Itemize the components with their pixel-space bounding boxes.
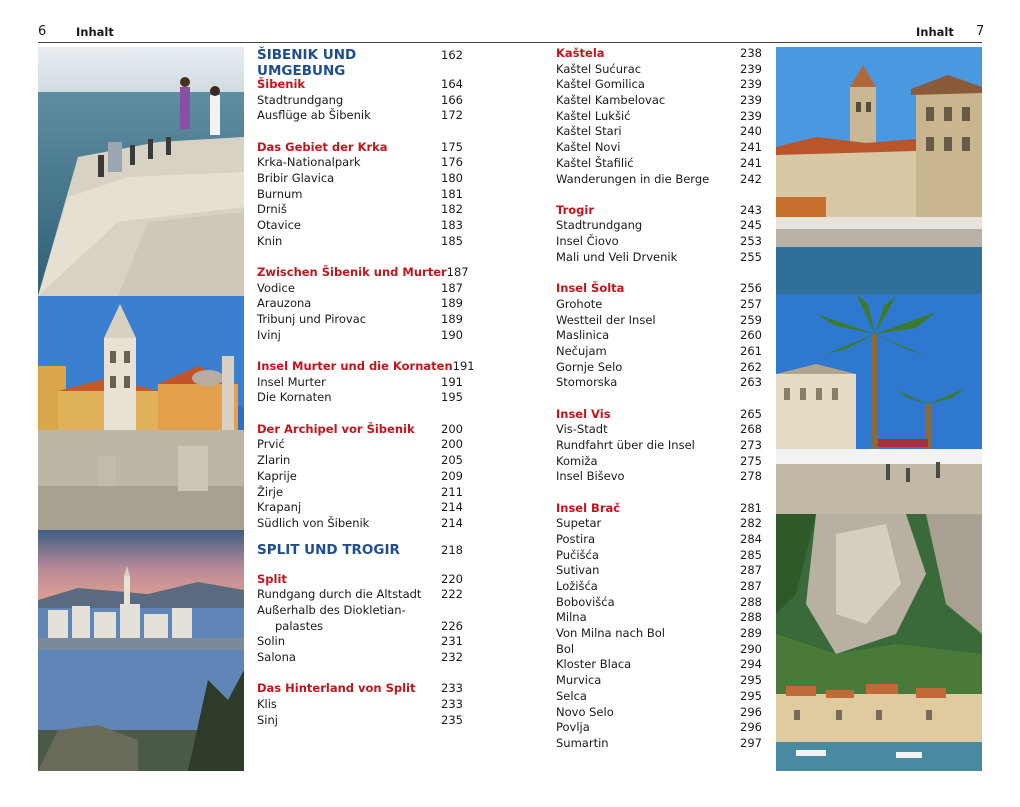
toc-entry[interactable]: [257, 281, 463, 297]
entry-label: Žirje: [257, 484, 284, 499]
toc-subheading[interactable]: [257, 572, 463, 588]
entry-page: 240: [740, 124, 762, 139]
entry-label: Pučišća: [556, 547, 599, 562]
toc-entry[interactable]: [257, 587, 463, 603]
entry-label: Insel Biševo: [556, 469, 625, 484]
entry-label: Postira: [556, 531, 596, 546]
toc-entry[interactable]: [556, 454, 762, 470]
entry-label: Kaštel Štafilić: [556, 155, 634, 170]
photo-coastal-town-dusk: [38, 530, 244, 771]
toc-subheading[interactable]: [556, 501, 762, 517]
header-rule-left: [38, 42, 510, 43]
entry-label: Von Milna nach Bol: [556, 626, 665, 641]
entry-page: 278: [740, 469, 762, 484]
entry-page: 200: [441, 437, 463, 452]
entry-page: 209: [441, 468, 463, 483]
toc-group: [556, 281, 762, 391]
entry-page: 231: [441, 634, 463, 649]
entry-label: Kaštel Sućurac: [556, 61, 642, 76]
entry-page: 296: [740, 704, 762, 719]
entry-label: Insel Murter: [257, 374, 326, 389]
entry-label: Sutivan: [556, 563, 600, 578]
toc-subheading[interactable]: [556, 407, 762, 423]
section-title: SPLIT UND TROGIR: [257, 541, 400, 558]
toc-entry[interactable]: [556, 172, 762, 188]
entry-label: Milna: [556, 610, 587, 625]
toc-entry[interactable]: [556, 313, 762, 329]
toc-entry[interactable]: [556, 218, 762, 234]
toc-entry[interactable]: [257, 603, 463, 619]
toc-entry[interactable]: [556, 610, 762, 626]
entry-label: Südlich von Šibenik: [257, 515, 370, 530]
entry-page: 268: [740, 422, 762, 437]
toc-entry[interactable]: [556, 156, 762, 172]
entry-page: 295: [740, 688, 762, 703]
toc-entry[interactable]: [257, 697, 463, 713]
entry-page: 260: [740, 328, 762, 343]
toc-entry[interactable]: [257, 650, 463, 666]
toc-entry[interactable]: [257, 108, 463, 124]
entry-label: Sumartin: [556, 735, 609, 750]
entry-label: Die Kornaten: [257, 390, 332, 405]
entry-label: Kaštel Stari: [556, 124, 622, 139]
photo-harbour-town: [776, 47, 982, 294]
entry-page: 211: [441, 484, 463, 499]
entry-label: Supetar: [556, 516, 602, 531]
entry-page: 200: [441, 421, 463, 436]
entry-page: 205: [441, 453, 463, 468]
toc-subheading[interactable]: [556, 281, 762, 297]
entry-page: 185: [441, 233, 463, 248]
entry-page: 287: [740, 563, 762, 578]
entry-page: 181: [441, 186, 463, 201]
toc-entry[interactable]: [257, 171, 463, 187]
entry-page: 253: [740, 234, 762, 249]
entry-page: 285: [740, 547, 762, 562]
photo-seafront-promenade: [38, 47, 244, 296]
entry-page: 189: [441, 296, 463, 311]
toc-entry[interactable]: [257, 453, 463, 469]
entry-page: 281: [740, 500, 762, 515]
toc-subheading[interactable]: [257, 140, 463, 156]
toc-entry[interactable]: [556, 532, 762, 548]
toc-entry[interactable]: [556, 375, 762, 391]
entry-page: 273: [740, 437, 762, 452]
right-page: [510, 0, 1020, 807]
toc-group: [257, 140, 463, 250]
section-page: 218: [441, 542, 463, 557]
entry-page: 172: [441, 108, 463, 123]
entry-page: 238: [740, 46, 762, 60]
entry-label: Otavice: [257, 218, 302, 233]
entry-label: Ivinj: [257, 327, 281, 342]
entry-page: 214: [441, 500, 463, 515]
entry-label: Kaštel Kambelovac: [556, 93, 666, 108]
entry-page: 290: [740, 641, 762, 656]
toc-group: [556, 203, 762, 266]
toc-subheading[interactable]: [556, 203, 762, 219]
entry-label: Westteil der Insel: [556, 312, 656, 327]
toc-entry[interactable]: [556, 422, 762, 438]
toc-entry[interactable]: [556, 720, 762, 736]
section-title-row: [257, 47, 463, 79]
entry-label: Sinj: [257, 712, 278, 727]
entry-page: 190: [441, 327, 463, 342]
entry-label: Split: [257, 571, 287, 586]
section-page: 162: [441, 48, 463, 62]
toc-entry[interactable]: [556, 563, 762, 579]
entry-label: Ložišća: [556, 579, 598, 593]
entry-label: Nečujam: [556, 343, 607, 358]
entry-page: 288: [740, 594, 762, 609]
toc-entry[interactable]: [556, 77, 762, 93]
toc-entry[interactable]: [556, 516, 762, 532]
section-title-row: [257, 542, 463, 564]
header-rule-right: [510, 42, 982, 43]
toc-entry[interactable]: [556, 124, 762, 140]
toc-entry[interactable]: [257, 485, 463, 501]
entry-label: Stadtrundgang: [257, 92, 344, 107]
toc-entry[interactable]: [257, 218, 463, 234]
entry-label: Kaštel Gomilica: [556, 77, 645, 92]
toc-entry[interactable]: [257, 202, 463, 218]
entry-label: Wanderungen in die Berge: [556, 171, 710, 186]
toc-subheading[interactable]: [257, 359, 475, 375]
toc-entry[interactable]: [556, 344, 762, 360]
entry-page: 265: [740, 406, 762, 421]
toc-entry[interactable]: [257, 634, 463, 650]
entry-page: 164: [441, 77, 463, 91]
entry-label: Zlarin: [257, 453, 291, 468]
toc-subheading[interactable]: [257, 77, 463, 93]
entry-label: Novo Selo: [556, 704, 614, 719]
entry-label: Zwischen Šibenik und Murter: [257, 265, 447, 280]
entry-page: 296: [740, 720, 762, 735]
entry-page: 214: [441, 515, 463, 530]
entry-label: Murvica: [556, 673, 602, 688]
entry-page: 182: [441, 202, 463, 217]
entry-label: Insel Šolta: [556, 281, 625, 296]
entry-page: 175: [441, 139, 463, 154]
entry-label: Der Archipel vor Šibenik: [257, 421, 415, 436]
toc-entry[interactable]: [556, 673, 762, 689]
toc-entry[interactable]: [257, 713, 463, 729]
entry-label: Tribunj und Pirovac: [257, 312, 367, 327]
toc-group: [556, 501, 762, 752]
toc-entry[interactable]: [556, 705, 762, 721]
toc-entry[interactable]: [257, 312, 463, 328]
entry-label: Selca: [556, 688, 587, 703]
entry-label: palastes: [275, 618, 324, 633]
entry-page: 189: [441, 312, 463, 327]
entry-label: Prvić: [257, 437, 285, 452]
toc-entry[interactable]: [556, 62, 762, 78]
entry-label: Gornje Selo: [556, 359, 623, 374]
toc-group: [556, 407, 762, 485]
entry-page: 233: [441, 696, 463, 711]
entry-label: Trogir: [556, 202, 594, 217]
entry-page: 255: [740, 249, 762, 264]
entry-label: Bribir Glavica: [257, 171, 335, 186]
entry-label: Grohote: [556, 296, 603, 311]
entry-page: 232: [441, 650, 463, 664]
toc-section-split: [257, 542, 463, 729]
toc-subheading[interactable]: [257, 265, 469, 281]
entry-label: Šibenik: [257, 77, 306, 91]
toc-entry[interactable]: [556, 297, 762, 313]
entry-label: Klis: [257, 696, 277, 711]
toc-group: [257, 572, 463, 666]
toc-left: [257, 47, 475, 728]
entry-page: 262: [740, 359, 762, 374]
entry-label: Kaštela: [556, 46, 605, 60]
entry-page: 226: [441, 618, 463, 633]
entry-page: 261: [740, 343, 762, 358]
toc-entry[interactable]: [257, 187, 463, 203]
toc-entry[interactable]: [257, 155, 463, 171]
entry-page: 295: [740, 673, 762, 688]
entry-label: Maslinica: [556, 328, 610, 343]
entry-label: Povlja: [556, 720, 590, 735]
entry-page: 220: [441, 571, 463, 586]
entry-page: 222: [441, 587, 463, 602]
entry-page: 239: [740, 108, 762, 123]
entry-label: Komiža: [556, 453, 598, 468]
entry-page: 233: [441, 681, 463, 696]
toc-entry[interactable]: [556, 93, 762, 109]
toc-entry[interactable]: [257, 93, 463, 109]
entry-label: Rundgang durch die Altstadt: [257, 587, 422, 602]
toc-entry[interactable]: [556, 328, 762, 344]
entry-label: Das Gebiet der Krka: [257, 139, 388, 154]
entry-label: Kloster Blaca: [556, 657, 632, 672]
entry-page: 180: [441, 171, 463, 186]
entry-label: Burnum: [257, 186, 303, 201]
entry-label: Insel Čiovo: [556, 234, 619, 249]
entry-label: Stadtrundgang: [556, 218, 643, 233]
toc-entry[interactable]: [556, 579, 762, 595]
entry-page: 187: [441, 280, 463, 295]
toc-group: [257, 265, 469, 343]
toc-entry[interactable]: [556, 595, 762, 611]
toc-entry[interactable]: [257, 296, 463, 312]
entry-label: Rundfahrt über die Insel: [556, 437, 695, 452]
photo-palm-promenade: [776, 294, 982, 514]
toc-group: [257, 422, 463, 532]
page-number-left: 6: [38, 24, 47, 39]
entry-label: Ausflüge ab Šibenik: [257, 108, 371, 123]
entry-page: 195: [441, 390, 463, 405]
toc-entry[interactable]: [556, 438, 762, 454]
entry-label: Krka-Nationalpark: [257, 155, 361, 170]
entry-label: Stomorska: [556, 375, 618, 390]
entry-page: 239: [740, 61, 762, 76]
entry-label: Insel Vis: [556, 406, 611, 421]
toc-section-sibenik: [257, 47, 475, 532]
entry-label: Bobovišća: [556, 594, 615, 609]
entry-label: Vodice: [257, 280, 295, 295]
running-head-left: Inhalt: [76, 25, 114, 39]
entry-label: Kaprije: [257, 468, 297, 483]
toc-group: [257, 681, 463, 728]
toc-entry[interactable]: [556, 360, 762, 376]
entry-page: 166: [441, 92, 463, 107]
entry-page: 176: [441, 155, 463, 170]
toc-subheading[interactable]: [556, 46, 762, 62]
toc-entry[interactable]: [257, 469, 463, 485]
entry-page: 245: [740, 218, 762, 233]
entry-page: 288: [740, 610, 762, 625]
entry-label: Außerhalb des Diokletian-: [257, 602, 406, 617]
entry-label: Krapanj: [257, 500, 302, 515]
entry-page: 239: [740, 77, 762, 92]
toc-subheading[interactable]: [257, 422, 463, 438]
toc-right: [556, 46, 762, 752]
entry-label: Das Hinterland von Split: [257, 681, 416, 696]
entry-label: Kaštel Novi: [556, 140, 621, 155]
entry-page: 241: [740, 155, 762, 170]
entry-label: Drniš: [257, 202, 287, 217]
toc-subheading[interactable]: [257, 681, 463, 697]
entry-label: Bol: [556, 641, 575, 656]
toc-group: [556, 46, 762, 187]
toc-entry[interactable]: [257, 437, 463, 453]
toc-entry[interactable]: [556, 626, 762, 642]
toc-entry[interactable]: [556, 140, 762, 156]
toc-entry[interactable]: [257, 234, 463, 250]
entry-label: Arauzona: [257, 296, 312, 311]
entry-page: 287: [740, 579, 762, 593]
running-head-right: Inhalt: [916, 25, 954, 39]
entry-page: 282: [740, 516, 762, 531]
entry-page: 275: [740, 453, 762, 468]
entry-page: 294: [740, 657, 762, 672]
entry-page: 183: [441, 218, 463, 233]
toc-entry[interactable]: [556, 657, 762, 673]
toc-entry[interactable]: [556, 689, 762, 705]
entry-page: 297: [740, 735, 762, 750]
entry-page: 241: [740, 140, 762, 155]
toc-entry[interactable]: [257, 516, 463, 532]
entry-page: 259: [740, 312, 762, 327]
toc-entry[interactable]: [257, 500, 463, 516]
entry-page: 242: [740, 171, 762, 186]
photo-bell-tower: [38, 296, 244, 530]
entry-label: Insel Brač: [556, 500, 621, 515]
toc-entry[interactable]: [556, 250, 762, 266]
entry-label: Salona: [257, 650, 296, 664]
toc-entry[interactable]: [556, 469, 762, 485]
entry-label: Solin: [257, 634, 286, 649]
toc-entry[interactable]: [257, 619, 463, 635]
toc-entry[interactable]: [257, 375, 463, 391]
entry-page: 235: [441, 712, 463, 727]
entry-page: 243: [740, 202, 762, 217]
entry-page: 263: [740, 375, 762, 390]
entry-page: 284: [740, 531, 762, 546]
toc-entry[interactable]: [556, 234, 762, 250]
entry-page: 187: [446, 265, 469, 280]
entry-page: 256: [740, 281, 762, 296]
entry-label: Insel Murter und die Kornaten: [257, 359, 453, 374]
entry-label: Kaštel Lukšić: [556, 108, 631, 123]
entry-page: 191: [441, 374, 463, 389]
entry-label: Vis-Stadt: [556, 422, 608, 437]
toc-entry[interactable]: [556, 642, 762, 658]
toc-group: [257, 77, 463, 124]
toc-entry[interactable]: [556, 548, 762, 564]
entry-page: 289: [740, 626, 762, 641]
entry-page: 239: [740, 93, 762, 108]
toc-group: [257, 359, 475, 406]
entry-label: Knin: [257, 233, 283, 248]
entry-page: 191: [452, 359, 475, 374]
page-number-right: 7: [976, 24, 985, 39]
toc-entry[interactable]: [257, 328, 463, 344]
entry-page: 257: [740, 296, 762, 311]
section-title: ŠIBENIK UND UMGEBUNG: [257, 47, 357, 79]
toc-entry[interactable]: [556, 736, 762, 752]
photo-mountain-village: [776, 514, 982, 771]
entry-label: Mali und Veli Drvenik: [556, 249, 678, 264]
toc-entry[interactable]: [257, 390, 463, 406]
toc-entry[interactable]: [556, 109, 762, 125]
